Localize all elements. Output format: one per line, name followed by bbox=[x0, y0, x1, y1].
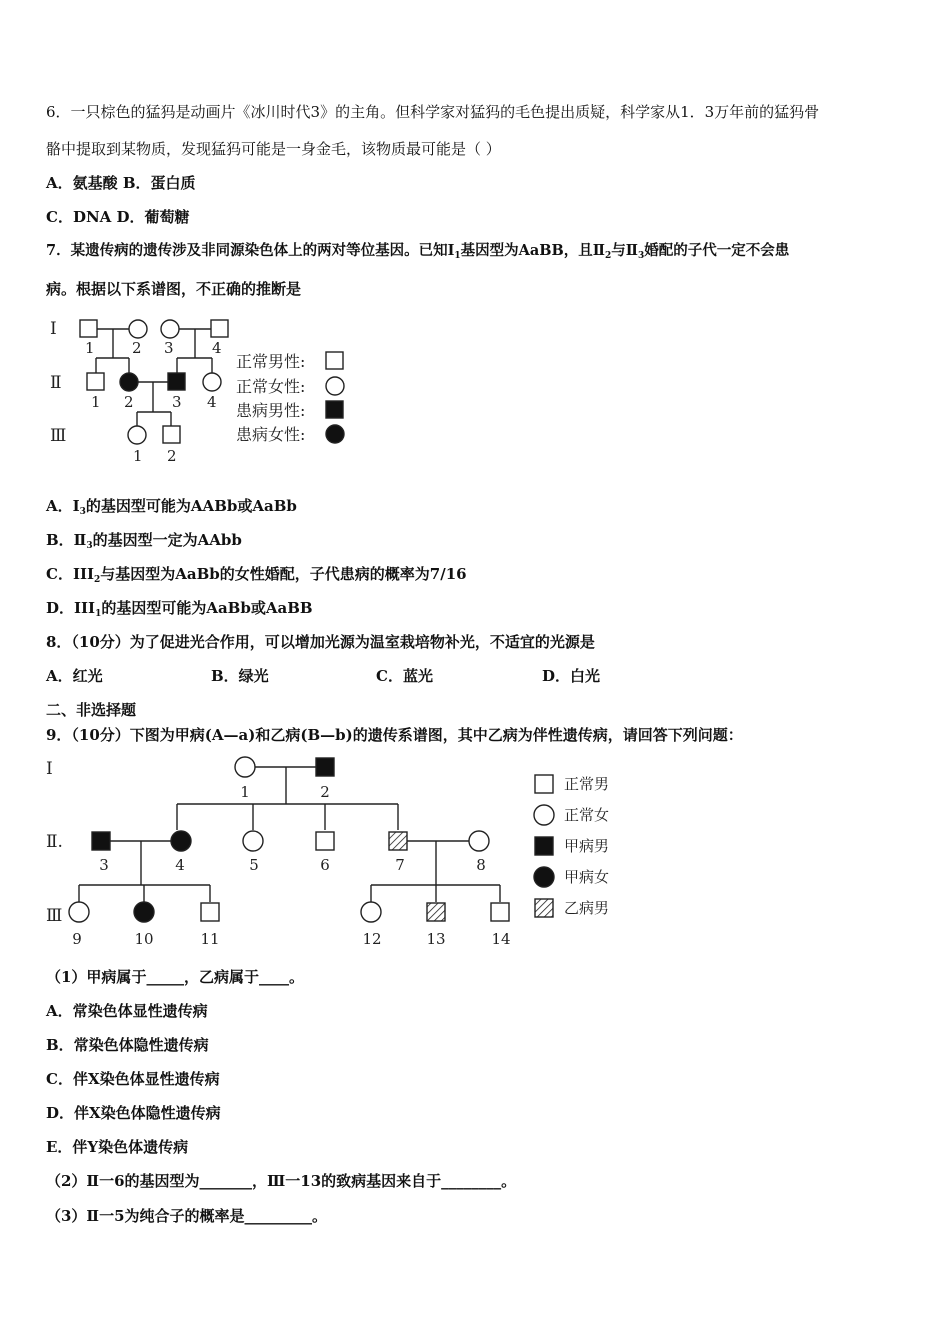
q9-option-b: B．常染色体隐性遗传病 bbox=[46, 1036, 209, 1054]
q9-stem: 9．（10分）下图为甲病(A—a)和乙病(B—b)的遗传系谱图，其中乙病为伴性遗传病，请回答下列问题： bbox=[46, 726, 743, 744]
q9-num-8: 8 bbox=[476, 856, 486, 874]
q7-iii-num-1: 1 bbox=[133, 447, 143, 465]
q9-num-11: 11 bbox=[200, 930, 220, 948]
q9-subquestion-1: （1）甲病属于_____，乙病属于____。 bbox=[46, 968, 304, 986]
q6-stem-line1: 6．一只棕色的猛犸是动画片《冰川时代3》的主角。但科学家对猛犸的毛色提出质疑，科学家从1．3万年前的猛犸骨 bbox=[46, 103, 820, 121]
q8-option-c: C．蓝光 bbox=[376, 667, 433, 685]
q7-option-a: A．$Ⅰ_3$的基因型可能为AABb或AaBb bbox=[46, 497, 297, 517]
q7-iii2-normal-male bbox=[163, 426, 180, 443]
q7-i1-normal-male bbox=[80, 320, 97, 337]
q8-options bbox=[46, 666, 646, 686]
q7-gen-label-1: Ⅰ bbox=[50, 319, 57, 339]
q8-option-a: A．红光 bbox=[46, 667, 103, 685]
q7-i-num-2: 2 bbox=[132, 339, 142, 357]
q9-ii4-disease-a-female bbox=[171, 831, 191, 851]
q9-num-2: 2 bbox=[320, 783, 330, 801]
q9-option-e: E．伴Y染色体遗传病 bbox=[46, 1138, 189, 1156]
q9-iii14-normal-male bbox=[491, 903, 509, 921]
q9-iii11-normal-male bbox=[201, 903, 219, 921]
q7-ii-num-1: 1 bbox=[91, 393, 101, 411]
q9-ii7-disease-b-male bbox=[389, 832, 407, 850]
q8-option-d: D．白光 bbox=[542, 667, 601, 685]
q9-num-7: 7 bbox=[395, 856, 405, 874]
q9-i1-normal-female bbox=[235, 757, 255, 777]
q7-ii4-normal-female bbox=[203, 373, 221, 391]
q9-i2-disease-a-male bbox=[316, 758, 334, 776]
q7-ii-num-4: 4 bbox=[207, 393, 217, 411]
q9-num-13: 13 bbox=[426, 930, 446, 948]
q7-ii2-affected-female bbox=[120, 373, 138, 391]
q7-gen-label-3: Ⅲ bbox=[50, 426, 67, 446]
q9-pedigree-diagram bbox=[44, 752, 634, 950]
q9-num-4: 4 bbox=[175, 856, 185, 874]
q9-num-9: 9 bbox=[72, 930, 82, 948]
q9-legend-disease-a-female: 甲病女 bbox=[564, 868, 610, 886]
q9-ii8-normal-female bbox=[469, 831, 489, 851]
q9-num-1: 1 bbox=[240, 783, 250, 801]
q9-num-5: 5 bbox=[249, 856, 259, 874]
q6-stem-line2: 骼中提取到某物质，发现猛犸可能是一身金毛，该物质最可能是（ ） bbox=[46, 140, 501, 158]
q9-subquestion-3: （3）Ⅱ一5为纯合子的概率是_________。 bbox=[46, 1207, 328, 1225]
q7-ii1-normal-male bbox=[87, 373, 104, 390]
q7-ii-num-3: 3 bbox=[172, 393, 182, 411]
q9-ii3-disease-a-male bbox=[92, 832, 110, 850]
q7-legend-normal-female-symbol bbox=[326, 377, 344, 395]
q6-options-cd: C．DNA D．葡萄糖 bbox=[46, 208, 190, 226]
q7-legend-affected-male: 患病男性: bbox=[236, 401, 306, 420]
q9-num-14: 14 bbox=[491, 930, 511, 948]
q7-option-b: B．$Ⅱ_3$的基因型一定为AAbb bbox=[46, 531, 242, 551]
q9-legend-disease-a-female-symbol bbox=[534, 867, 554, 887]
q7-option-d: D．$III_1$的基因型可能为AaBb或AaBB bbox=[46, 599, 313, 619]
q7-i-num-1: 1 bbox=[85, 339, 95, 357]
q9-legend-disease-b-male: 乙病男 bbox=[564, 899, 610, 917]
q9-ii5-normal-female bbox=[243, 831, 263, 851]
q9-legend-disease-b-male-symbol bbox=[535, 899, 553, 917]
q9-option-d: D．伴X染色体隐性遗传病 bbox=[46, 1104, 221, 1122]
q7-i2-normal-female bbox=[129, 320, 147, 338]
q7-gen-label-2: Ⅱ bbox=[50, 373, 62, 393]
q9-num-6: 6 bbox=[320, 856, 330, 874]
q9-gen-label-1: Ⅰ bbox=[46, 759, 53, 779]
q9-legend-disease-a-male-symbol bbox=[535, 837, 553, 855]
q7-legend-normal-male: 正常男性: bbox=[236, 352, 306, 371]
q8-stem: 8．（10分）为了促进光合作用，可以增加光源为温室栽培物补光，不适宜的光源是 bbox=[46, 633, 595, 651]
q7-i3-normal-female bbox=[161, 320, 179, 338]
q7-option-c: C．$III_2$与基因型为AaBb的女性婚配，子代患病的概率为7/16 bbox=[46, 565, 467, 585]
q9-iii12-normal-female bbox=[361, 902, 381, 922]
q7-pedigree-diagram bbox=[46, 312, 356, 472]
q9-gen-label-3: Ⅲ bbox=[46, 906, 63, 926]
q6-options-ab: A．氨基酸 B．蛋白质 bbox=[46, 174, 196, 192]
q7-ii-num-2: 2 bbox=[124, 393, 134, 411]
q9-ii6-normal-male bbox=[316, 832, 334, 850]
q9-legend-normal-male: 正常男 bbox=[564, 775, 610, 793]
q7-ii3-affected-male bbox=[168, 373, 185, 390]
q7-stem-line1: 7．某遗传病的遗传涉及非同源染色体上的两对等位基因。已知$I_1$基因型为AaBB，且$Ⅱ_2$与$Ⅱ_3$婚配的子代一定不会患 bbox=[46, 242, 790, 261]
q9-iii9-normal-female bbox=[69, 902, 89, 922]
q7-iii1-normal-female bbox=[128, 426, 146, 444]
q7-i-num-4: 4 bbox=[212, 339, 222, 357]
q9-num-10: 10 bbox=[134, 930, 154, 948]
q9-option-a: A．常染色体显性遗传病 bbox=[46, 1002, 208, 1020]
q9-legend-normal-female: 正常女 bbox=[564, 806, 610, 824]
q7-i-num-3: 3 bbox=[164, 339, 174, 357]
q9-subquestion-2: （2）Ⅱ一6的基因型为_______，Ⅲ一13的致病基因来自于________。 bbox=[46, 1172, 517, 1190]
q9-option-c: C．伴X染色体显性遗传病 bbox=[46, 1070, 220, 1088]
q9-legend-normal-female-symbol bbox=[534, 805, 554, 825]
q7-stem-line2: 病。根据以下系谱图，不正确的推断是 bbox=[46, 280, 302, 298]
q9-gen-label-2: Ⅱ. bbox=[46, 832, 63, 852]
q7-legend-affected-male-symbol bbox=[326, 401, 343, 418]
q9-iii10-disease-a-female bbox=[134, 902, 154, 922]
q9-legend-normal-male-symbol bbox=[535, 775, 553, 793]
q7-legend-normal-female: 正常女性: bbox=[236, 377, 306, 396]
q7-legend-affected-female-symbol bbox=[326, 425, 344, 443]
q7-legend-normal-male-symbol bbox=[326, 352, 343, 369]
q9-num-3: 3 bbox=[99, 856, 109, 874]
q8-option-b: B．绿光 bbox=[211, 667, 269, 685]
q9-legend-disease-a-male: 甲病男 bbox=[564, 837, 610, 855]
q9-num-12: 12 bbox=[362, 930, 382, 948]
q7-legend-affected-female: 患病女性: bbox=[236, 425, 306, 444]
q7-iii-num-2: 2 bbox=[167, 447, 177, 465]
q7-i4-normal-male bbox=[211, 320, 228, 337]
q9-iii13-disease-b-male bbox=[427, 903, 445, 921]
section-2-heading: 二、非选择题 bbox=[46, 701, 137, 719]
